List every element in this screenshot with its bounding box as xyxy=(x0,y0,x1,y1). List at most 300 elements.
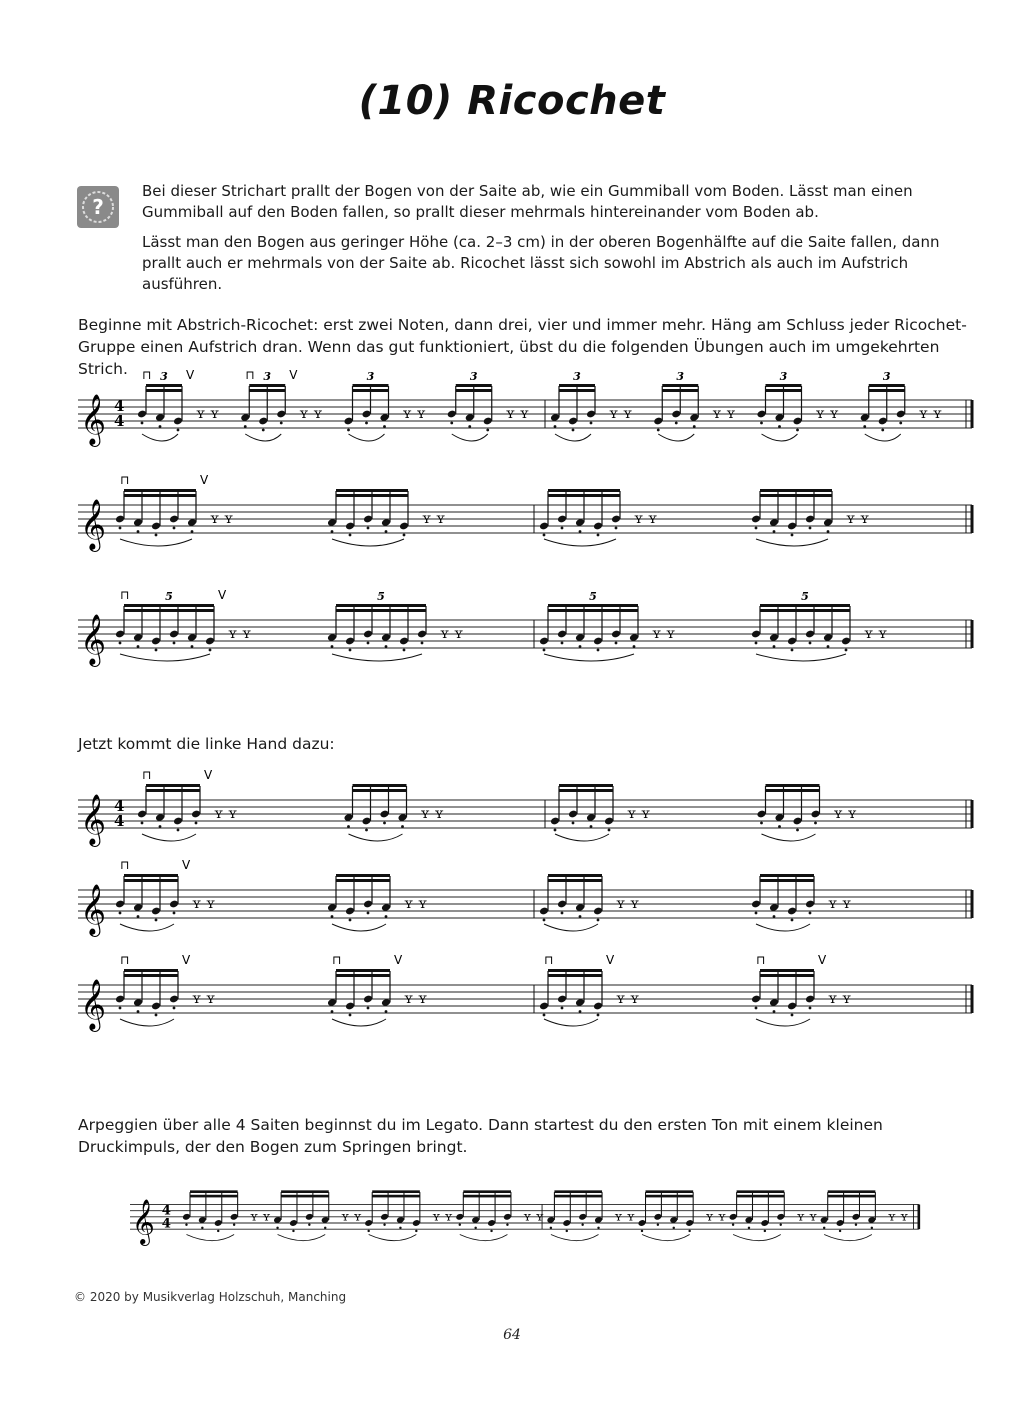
tuplet-number: 5 xyxy=(801,590,809,603)
slur xyxy=(555,434,591,441)
beam xyxy=(766,384,802,387)
slur xyxy=(733,1234,781,1240)
rest: ʏ xyxy=(614,1209,623,1224)
treble-clef-icon: 𝄞 xyxy=(80,979,107,1030)
time-signature: 4 xyxy=(161,1203,171,1219)
staccato-dot xyxy=(773,530,776,533)
beam xyxy=(353,784,407,787)
treble-clef-icon: 𝄞 xyxy=(80,614,107,665)
rest: ʏ xyxy=(616,896,626,913)
staccato-dot xyxy=(579,1010,582,1013)
beam xyxy=(646,1195,694,1198)
rest: ʏ xyxy=(842,896,852,913)
staccato-dot xyxy=(486,429,489,432)
beam xyxy=(456,389,492,392)
down-bow-icon: ⊓ xyxy=(544,955,554,967)
staccato-dot xyxy=(561,1007,564,1010)
beam xyxy=(760,489,832,492)
down-bow-icon: ⊓ xyxy=(245,370,255,382)
staccato-dot xyxy=(597,919,600,922)
staccato-dot xyxy=(827,645,830,648)
rest: ʏ xyxy=(404,991,414,1008)
staccato-dot xyxy=(349,1014,352,1017)
staccato-dot xyxy=(688,1230,690,1232)
staccato-dot xyxy=(760,422,763,425)
rest: ʏ xyxy=(616,991,626,1008)
beam xyxy=(249,384,285,387)
staccato-dot xyxy=(796,829,799,832)
down-bow-icon: ⊓ xyxy=(142,770,152,782)
staccato-dot xyxy=(137,1010,140,1013)
rest: ʏ xyxy=(648,511,658,528)
staccato-dot xyxy=(561,527,564,530)
up-bow-icon: V xyxy=(394,955,403,967)
rest: ʏ xyxy=(634,511,644,528)
beam xyxy=(336,969,390,972)
beam xyxy=(463,1195,511,1198)
rest: ʏ xyxy=(418,896,428,913)
staccato-dot xyxy=(403,534,406,537)
slur xyxy=(349,834,403,841)
beam xyxy=(760,974,814,977)
staccato-dot xyxy=(764,1230,766,1232)
staccato-dot xyxy=(383,425,386,428)
slur xyxy=(142,434,178,441)
rest: ʏ xyxy=(847,806,857,823)
staccato-dot xyxy=(590,825,593,828)
slur xyxy=(658,434,694,441)
page-title: (10) Ricochet xyxy=(358,78,666,124)
staccato-dot xyxy=(608,829,611,832)
staccato-dot xyxy=(191,645,194,648)
tuplet-number: 3 xyxy=(676,370,685,383)
rest: ʏ xyxy=(196,406,206,423)
staccato-dot xyxy=(155,1014,158,1017)
rest: ʏ xyxy=(705,1209,714,1224)
staccato-dot xyxy=(543,649,546,652)
tuplet-number: 3 xyxy=(469,370,478,383)
slur xyxy=(555,834,609,841)
rest: ʏ xyxy=(829,406,839,423)
staccato-dot xyxy=(173,912,176,915)
down-bow-icon: ⊓ xyxy=(142,370,152,382)
slur xyxy=(369,1234,417,1240)
slur xyxy=(551,1234,599,1240)
staccato-dot xyxy=(155,534,158,537)
staccato-dot xyxy=(367,1230,369,1232)
rest: ʏ xyxy=(228,626,238,643)
intro-paragraph-2: Lässt man den Bogen aus geringer Höhe (ca. 2–3 cm) in der oberen Bogenhälfte auf die Saite fallen, dann prallt auch er mehrmals von der Saite ab. Ricochet lässt sich sowohl im Abstrich als auch im Aufstrich ausführen. xyxy=(142,233,940,293)
rest: ʏ xyxy=(918,406,928,423)
rest: ʏ xyxy=(630,896,640,913)
rest: ʏ xyxy=(206,896,216,913)
staccato-dot xyxy=(579,645,582,648)
music-staff-2 xyxy=(60,475,980,560)
rest: ʏ xyxy=(932,406,942,423)
up-bow-icon: V xyxy=(186,370,195,382)
staccato-dot xyxy=(185,1224,187,1226)
beam xyxy=(124,969,178,972)
slur xyxy=(120,1019,174,1026)
staccato-dot xyxy=(141,422,144,425)
slur xyxy=(142,834,196,841)
staccato-dot xyxy=(331,1010,334,1013)
beam xyxy=(662,389,698,392)
staccato-dot xyxy=(581,1224,583,1226)
staccato-dot xyxy=(791,649,794,652)
svg-text:?: ? xyxy=(92,195,104,219)
rest: ʏ xyxy=(440,626,450,643)
beam xyxy=(281,1195,329,1198)
time-signature: 4 xyxy=(161,1216,171,1232)
treble-clef-icon: 𝄞 xyxy=(80,394,107,445)
staccato-dot xyxy=(814,822,817,825)
slur xyxy=(544,924,598,931)
beam xyxy=(353,789,407,792)
up-bow-icon: V xyxy=(200,475,209,487)
beam xyxy=(760,879,814,882)
rest: ʏ xyxy=(712,406,722,423)
beam xyxy=(124,609,214,612)
rest: ʏ xyxy=(420,806,430,823)
time-signature: 4 xyxy=(114,811,125,830)
staccato-dot xyxy=(543,919,546,922)
up-bow-icon: V xyxy=(182,955,191,967)
rest: ʏ xyxy=(808,1209,818,1224)
rest: ʏ xyxy=(828,896,838,913)
up-bow-icon: V xyxy=(182,860,191,872)
staccato-dot xyxy=(468,425,471,428)
beam xyxy=(559,784,613,787)
up-bow-icon: V xyxy=(606,955,615,967)
staccato-dot xyxy=(233,1224,235,1226)
staccato-dot xyxy=(119,642,122,645)
staccato-dot xyxy=(590,422,593,425)
staccato-dot xyxy=(597,649,600,652)
beam xyxy=(146,784,200,787)
beam xyxy=(190,1195,238,1198)
beam xyxy=(463,1190,511,1193)
beam xyxy=(828,1195,876,1198)
staccato-dot xyxy=(554,425,557,428)
tuplet-number: 3 xyxy=(160,370,168,383)
staccato-dot xyxy=(809,527,812,530)
slur xyxy=(186,1234,234,1240)
down-bow-icon: ⊓ xyxy=(120,590,130,602)
beam xyxy=(554,1195,602,1198)
staccato-dot xyxy=(732,1224,734,1226)
beam xyxy=(548,604,638,607)
intro-paragraph-1: Bei dieser Strichart prallt der Bogen von der Saite ab, wie ein Gummiball vom Boden. Lässt man einen Gummiball auf den Boden fallen, so prallt dieser mehrmals hintereinander vom Boden ab. xyxy=(142,182,913,221)
slur xyxy=(245,434,281,441)
beam xyxy=(372,1190,420,1193)
staccato-dot xyxy=(899,422,902,425)
time-signature: 4 xyxy=(114,397,125,416)
slur xyxy=(865,434,901,441)
rest: ʏ xyxy=(416,406,426,423)
music-staff-1 xyxy=(60,370,980,450)
rest: ʏ xyxy=(864,626,874,643)
beam xyxy=(559,389,595,392)
page-number: 64 xyxy=(503,1327,521,1343)
staccato-dot xyxy=(173,527,176,530)
rest: ʏ xyxy=(717,1209,726,1224)
slur xyxy=(762,434,798,441)
staccato-dot xyxy=(566,1230,568,1232)
beam xyxy=(646,1190,694,1193)
section-1-instructions: Beginne mit Abstrich-Ricochet: erst zwei Noten, dann drei, vier und immer mehr. Häng am Schluss jeder Ricochet-Gruppe einen Aufstrich dran. Wenn das gut funktioniert, übst du die folgenden Übungen auch im umgekehrten Strich. xyxy=(78,316,967,378)
beam xyxy=(146,389,182,392)
rest: ʏ xyxy=(192,896,202,913)
up-bow-icon: V xyxy=(818,955,827,967)
staccato-dot xyxy=(554,829,557,832)
staccato-dot xyxy=(780,1224,782,1226)
slur xyxy=(756,924,810,931)
staccato-dot xyxy=(119,1007,122,1010)
beam xyxy=(737,1195,785,1198)
staccato-dot xyxy=(367,912,370,915)
staccato-dot xyxy=(809,1007,812,1010)
beam xyxy=(336,494,408,497)
tuplet-number: 5 xyxy=(377,590,385,603)
staccato-dot xyxy=(119,527,122,530)
beam xyxy=(124,494,196,497)
beam xyxy=(559,789,613,792)
staccato-dot xyxy=(201,1227,203,1229)
staccato-dot xyxy=(633,645,636,648)
staccato-dot xyxy=(597,1014,600,1017)
beam xyxy=(190,1190,238,1193)
staccato-dot xyxy=(809,642,812,645)
staccato-dot xyxy=(597,534,600,537)
beam xyxy=(548,494,620,497)
down-bow-icon: ⊓ xyxy=(756,955,766,967)
staccato-dot xyxy=(755,912,758,915)
beam xyxy=(146,384,182,387)
staccato-dot xyxy=(367,642,370,645)
beam xyxy=(336,874,390,877)
beam xyxy=(336,604,426,607)
treble-clef-icon: 𝄞 xyxy=(80,499,107,550)
staccato-dot xyxy=(385,530,388,533)
beam xyxy=(353,389,389,392)
staccato-dot xyxy=(550,1227,552,1229)
rest: ʏ xyxy=(192,991,202,1008)
rest: ʏ xyxy=(250,1209,259,1224)
rest: ʏ xyxy=(609,406,619,423)
tuplet-number: 5 xyxy=(165,590,173,603)
beam xyxy=(281,1190,329,1193)
staccato-dot xyxy=(308,1224,310,1226)
staccato-dot xyxy=(755,642,758,645)
staccato-dot xyxy=(597,1227,599,1229)
up-bow-icon: V xyxy=(218,590,227,602)
beam xyxy=(336,974,390,977)
staccato-dot xyxy=(881,429,884,432)
beam xyxy=(828,1190,876,1193)
beam xyxy=(548,879,602,882)
staccato-dot xyxy=(177,829,180,832)
slur xyxy=(332,1019,386,1026)
section-3-instructions: Arpeggien über alle 4 Saiten beginnst du im Legato. Dann startest du den ersten Ton mit einem kleinen Druckimpuls, der den Bogen zum Springen bringt. xyxy=(78,1116,883,1156)
staccato-dot xyxy=(675,422,678,425)
staccato-dot xyxy=(177,429,180,432)
rest: ʏ xyxy=(210,406,220,423)
staccato-dot xyxy=(276,1227,278,1229)
beam xyxy=(249,389,285,392)
staccato-dot xyxy=(823,1227,825,1229)
staccato-dot xyxy=(324,1227,326,1229)
beam xyxy=(548,974,602,977)
staccato-dot xyxy=(657,429,660,432)
slur xyxy=(544,654,634,661)
rest: ʏ xyxy=(353,1209,362,1224)
rest: ʏ xyxy=(436,511,446,528)
staccato-dot xyxy=(827,530,830,533)
down-bow-icon: ⊓ xyxy=(332,955,342,967)
staccato-dot xyxy=(871,1227,873,1229)
slur xyxy=(756,654,846,661)
staccato-dot xyxy=(191,530,194,533)
slur xyxy=(762,834,816,841)
beam xyxy=(336,609,426,612)
staccato-dot xyxy=(155,919,158,922)
rest: ʏ xyxy=(299,406,309,423)
beam xyxy=(124,489,196,492)
staccato-dot xyxy=(755,527,758,530)
staccato-dot xyxy=(173,642,176,645)
staccato-dot xyxy=(561,912,564,915)
rest: ʏ xyxy=(505,406,515,423)
music-staff-3 xyxy=(60,590,980,675)
slur xyxy=(278,1234,326,1240)
staccato-dot xyxy=(773,915,776,918)
staccato-dot xyxy=(421,642,424,645)
slur xyxy=(756,1019,810,1026)
staccato-dot xyxy=(137,915,140,918)
staccato-dot xyxy=(331,530,334,533)
beam xyxy=(869,389,905,392)
staccato-dot xyxy=(399,1227,401,1229)
staccato-dot xyxy=(572,429,575,432)
staccato-dot xyxy=(349,649,352,652)
rest: ʏ xyxy=(519,406,529,423)
beam xyxy=(662,384,698,387)
rest: ʏ xyxy=(404,896,414,913)
staccato-dot xyxy=(383,822,386,825)
rest: ʏ xyxy=(444,1209,453,1224)
tuplet-number: 3 xyxy=(263,370,272,383)
staccato-dot xyxy=(173,1007,176,1010)
rest: ʏ xyxy=(523,1209,532,1224)
staccato-dot xyxy=(673,1227,675,1229)
slur xyxy=(120,539,192,546)
beam xyxy=(336,489,408,492)
beam xyxy=(372,1195,420,1198)
staccato-dot xyxy=(217,1230,219,1232)
rest: ʏ xyxy=(726,406,736,423)
rest: ʏ xyxy=(341,1209,350,1224)
staccato-dot xyxy=(693,425,696,428)
staccato-dot xyxy=(506,1224,508,1226)
rest: ʏ xyxy=(418,991,428,1008)
tuplet-number: 3 xyxy=(573,370,581,383)
rest: ʏ xyxy=(402,406,412,423)
beam xyxy=(760,969,814,972)
treble-clef-icon: 𝄞 xyxy=(80,884,107,935)
rest: ʏ xyxy=(878,626,888,643)
slur xyxy=(120,654,210,661)
beam xyxy=(548,874,602,877)
staccato-dot xyxy=(349,534,352,537)
staccato-dot xyxy=(579,915,582,918)
staccato-dot xyxy=(615,642,618,645)
music-staff-5 xyxy=(60,860,980,945)
staccato-dot xyxy=(796,429,799,432)
slur xyxy=(756,539,828,546)
slur xyxy=(642,1234,690,1240)
staccato-dot xyxy=(119,912,122,915)
staccato-dot xyxy=(773,1010,776,1013)
staccato-dot xyxy=(367,527,370,530)
staccato-dot xyxy=(347,429,350,432)
beam xyxy=(766,389,802,392)
rest: ʏ xyxy=(422,511,432,528)
staccato-dot xyxy=(262,429,265,432)
tuplet-number: 3 xyxy=(366,370,375,383)
time-signature: 4 xyxy=(114,411,125,430)
staccato-dot xyxy=(579,530,582,533)
beam xyxy=(548,609,638,612)
rest: ʏ xyxy=(454,626,464,643)
beam xyxy=(124,874,178,877)
staccato-dot xyxy=(845,649,848,652)
slur xyxy=(452,434,488,441)
staccato-dot xyxy=(155,649,158,652)
down-bow-icon: ⊓ xyxy=(120,860,130,872)
staccato-dot xyxy=(244,425,247,428)
beam xyxy=(548,489,620,492)
staccato-dot xyxy=(349,919,352,922)
staccato-dot xyxy=(778,425,781,428)
rest: ʏ xyxy=(626,1209,635,1224)
beam xyxy=(124,974,178,977)
slur xyxy=(544,1019,598,1026)
staccato-dot xyxy=(561,642,564,645)
staccato-dot xyxy=(791,919,794,922)
slur xyxy=(460,1234,508,1240)
staccato-dot xyxy=(195,822,198,825)
staccato-dot xyxy=(657,1224,659,1226)
rest: ʏ xyxy=(432,1209,441,1224)
staccato-dot xyxy=(778,825,781,828)
staccato-dot xyxy=(137,645,140,648)
beam xyxy=(554,1190,602,1193)
staccato-dot xyxy=(292,1230,294,1232)
staccato-dot xyxy=(459,1224,461,1226)
staccato-dot xyxy=(383,1224,385,1226)
staccato-dot xyxy=(141,822,144,825)
staccato-dot xyxy=(415,1230,417,1232)
staccato-dot xyxy=(839,1230,841,1232)
beam xyxy=(760,604,850,607)
rest: ʏ xyxy=(228,806,238,823)
staccato-dot xyxy=(385,915,388,918)
staccato-dot xyxy=(809,912,812,915)
staccato-dot xyxy=(365,422,368,425)
staccato-dot xyxy=(572,822,575,825)
treble-clef-icon: 𝄞 xyxy=(80,794,107,845)
